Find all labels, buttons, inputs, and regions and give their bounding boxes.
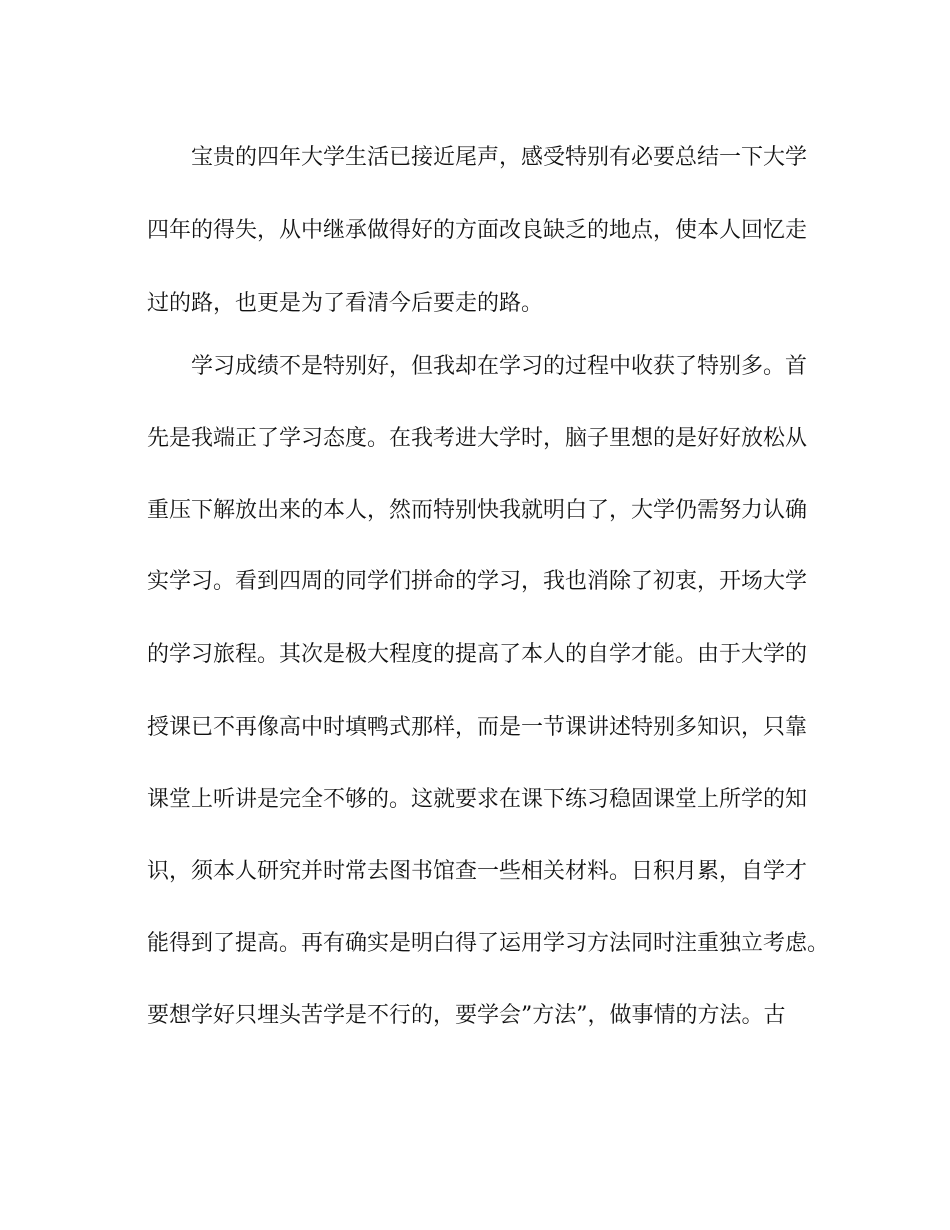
paragraph-2-line-7: 课堂上听讲是完全不够的。这就要求在课下练习稳固课堂上所学的知 <box>147 787 808 812</box>
paragraph-1-line-1: 宝贵的四年大学生活已接近尾声，感受特别有必要总结一下大学 <box>191 145 808 170</box>
paragraph-1-line-2: 四年的得失，从中继承做得好的方面改良缺乏的地点，使本人回忆走 <box>147 218 808 243</box>
paragraph-2-line-1: 学习成绩不是特别好，但我却在学习的过程中收获了特别多。首 <box>191 354 808 379</box>
paragraph-2-line-6: 授课已不再像高中时填鸭式那样，而是一节课讲述特别多知识，只靠 <box>147 715 808 740</box>
paragraph-2-line-9: 能得到了提高。再有确实是明白得了运用学习方法同时注重独立考虑。 <box>147 931 830 956</box>
paragraph-2-line-2: 先是我端正了学习态度。在我考进大学时，脑子里想的是好好放松从 <box>147 426 808 451</box>
paragraph-1-line-3: 过的路，也更是为了看清今后要走的路。 <box>147 291 544 316</box>
paragraph-2-line-4: 实学习。看到四周的同学们拼命的学习，我也消除了初衷，开场大学 <box>147 569 808 594</box>
paragraph-2-line-3: 重压下解放出来的本人，然而特别快我就明白了，大学仍需努力认确 <box>147 498 808 523</box>
paragraph-2-line-10: 要想学好只埋头苦学是不行的，要学会”方法”，做事情的方法。古 <box>147 1003 786 1028</box>
paragraph-2-line-5: 的学习旅程。其次是极大程度的提高了本人的自学才能。由于大学的 <box>147 642 808 667</box>
paragraph-2-line-8: 识，须本人研究并时常去图书馆查一些相关材料。日积月累，自学才 <box>147 859 808 884</box>
